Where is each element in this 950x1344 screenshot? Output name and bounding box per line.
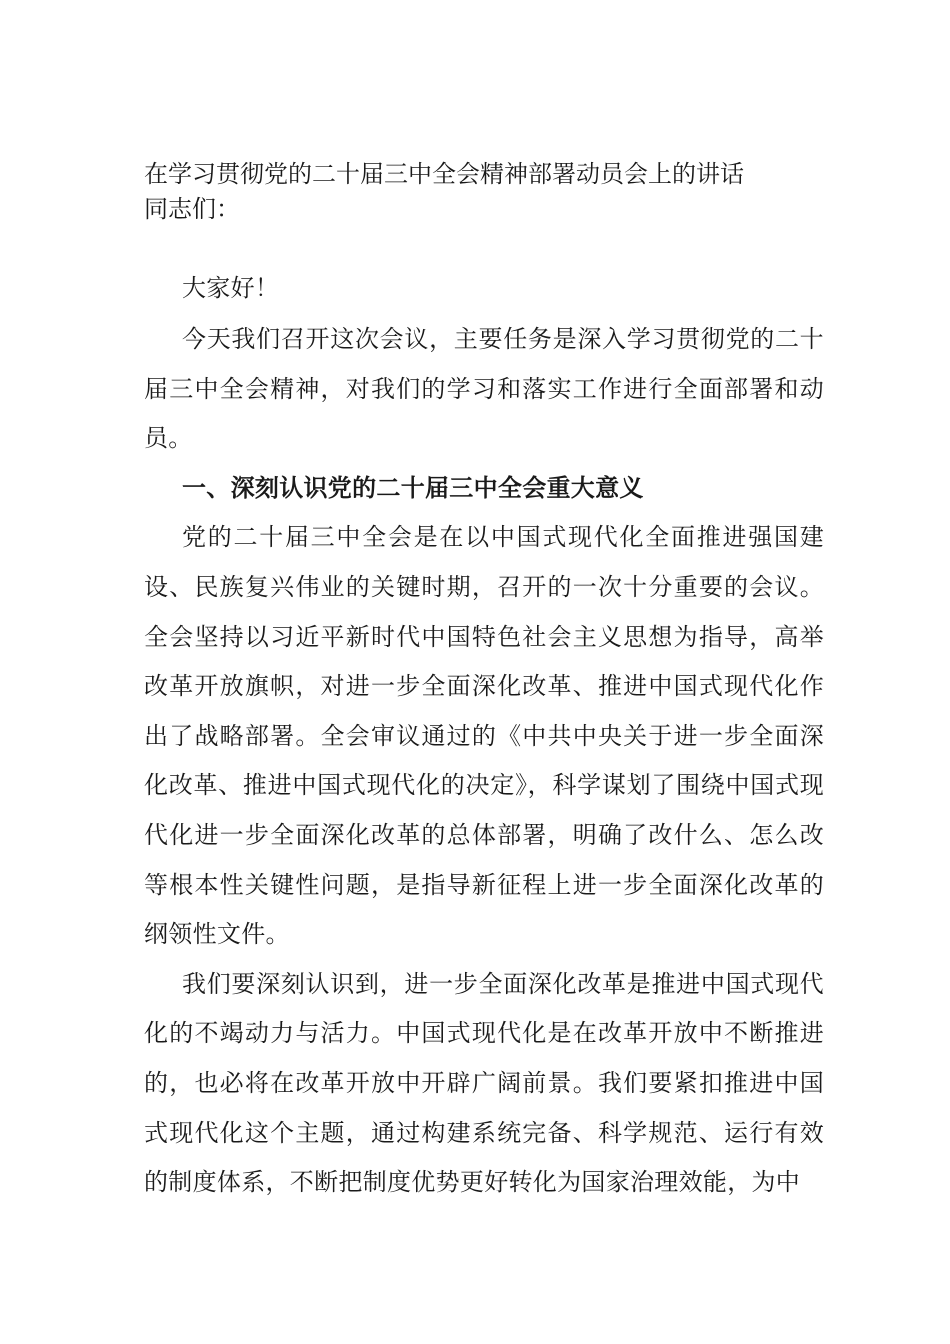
body-paragraph: 党的二十届三中全会是在以中国式现代化全面推进强国建设、民族复兴伟业的关键时期，召开的一次十分重要的会议。全会坚持以习近平新时代中国特色社会主义思想为指导，高举改革开放旗帜，对进一步全面深化改革、推进中国式现代化作出了战略部署。全会审议通过的《中共中央关于进一步全面深化改革、推进中国式现代化的决定》，科学谋划了围绕中国式现代化进一步全面深化改革的总体部署，明确了改什么、怎么改等根本性关键性问题，是指导新征程上进一步全面深化改革的纲领性文件。 xyxy=(144,523,824,949)
document-body xyxy=(144,268,824,1208)
intro-paragraph: 今天我们召开这次会议，主要任务是深入学习贯彻党的二十届三中全会精神，对我们的学习和落实工作进行全面部署和动员。 xyxy=(144,325,824,453)
salutation: 同志们： xyxy=(144,195,240,223)
greeting-paragraph: 大家好！ xyxy=(182,274,280,302)
section-heading: 一、深刻认识党的二十届三中全会重大意义 xyxy=(182,473,644,502)
body-paragraph: 我们要深刻认识到，进一步全面深化改革是推进中国式现代化的不竭动力与活力。中国式现代化是在改革开放中不断推进的，也必将在改革开放中开辟广阔前景。我们要紧扣推进中国式现代化这个主题，通过构建系统完备、科学规范、运行有效的制度体系，不断把制度优势更好转化为国家治理效能，为中 xyxy=(144,969,824,1197)
document-title: 在学习贯彻党的二十届三中全会精神部署动员会上的讲话 xyxy=(144,160,744,188)
